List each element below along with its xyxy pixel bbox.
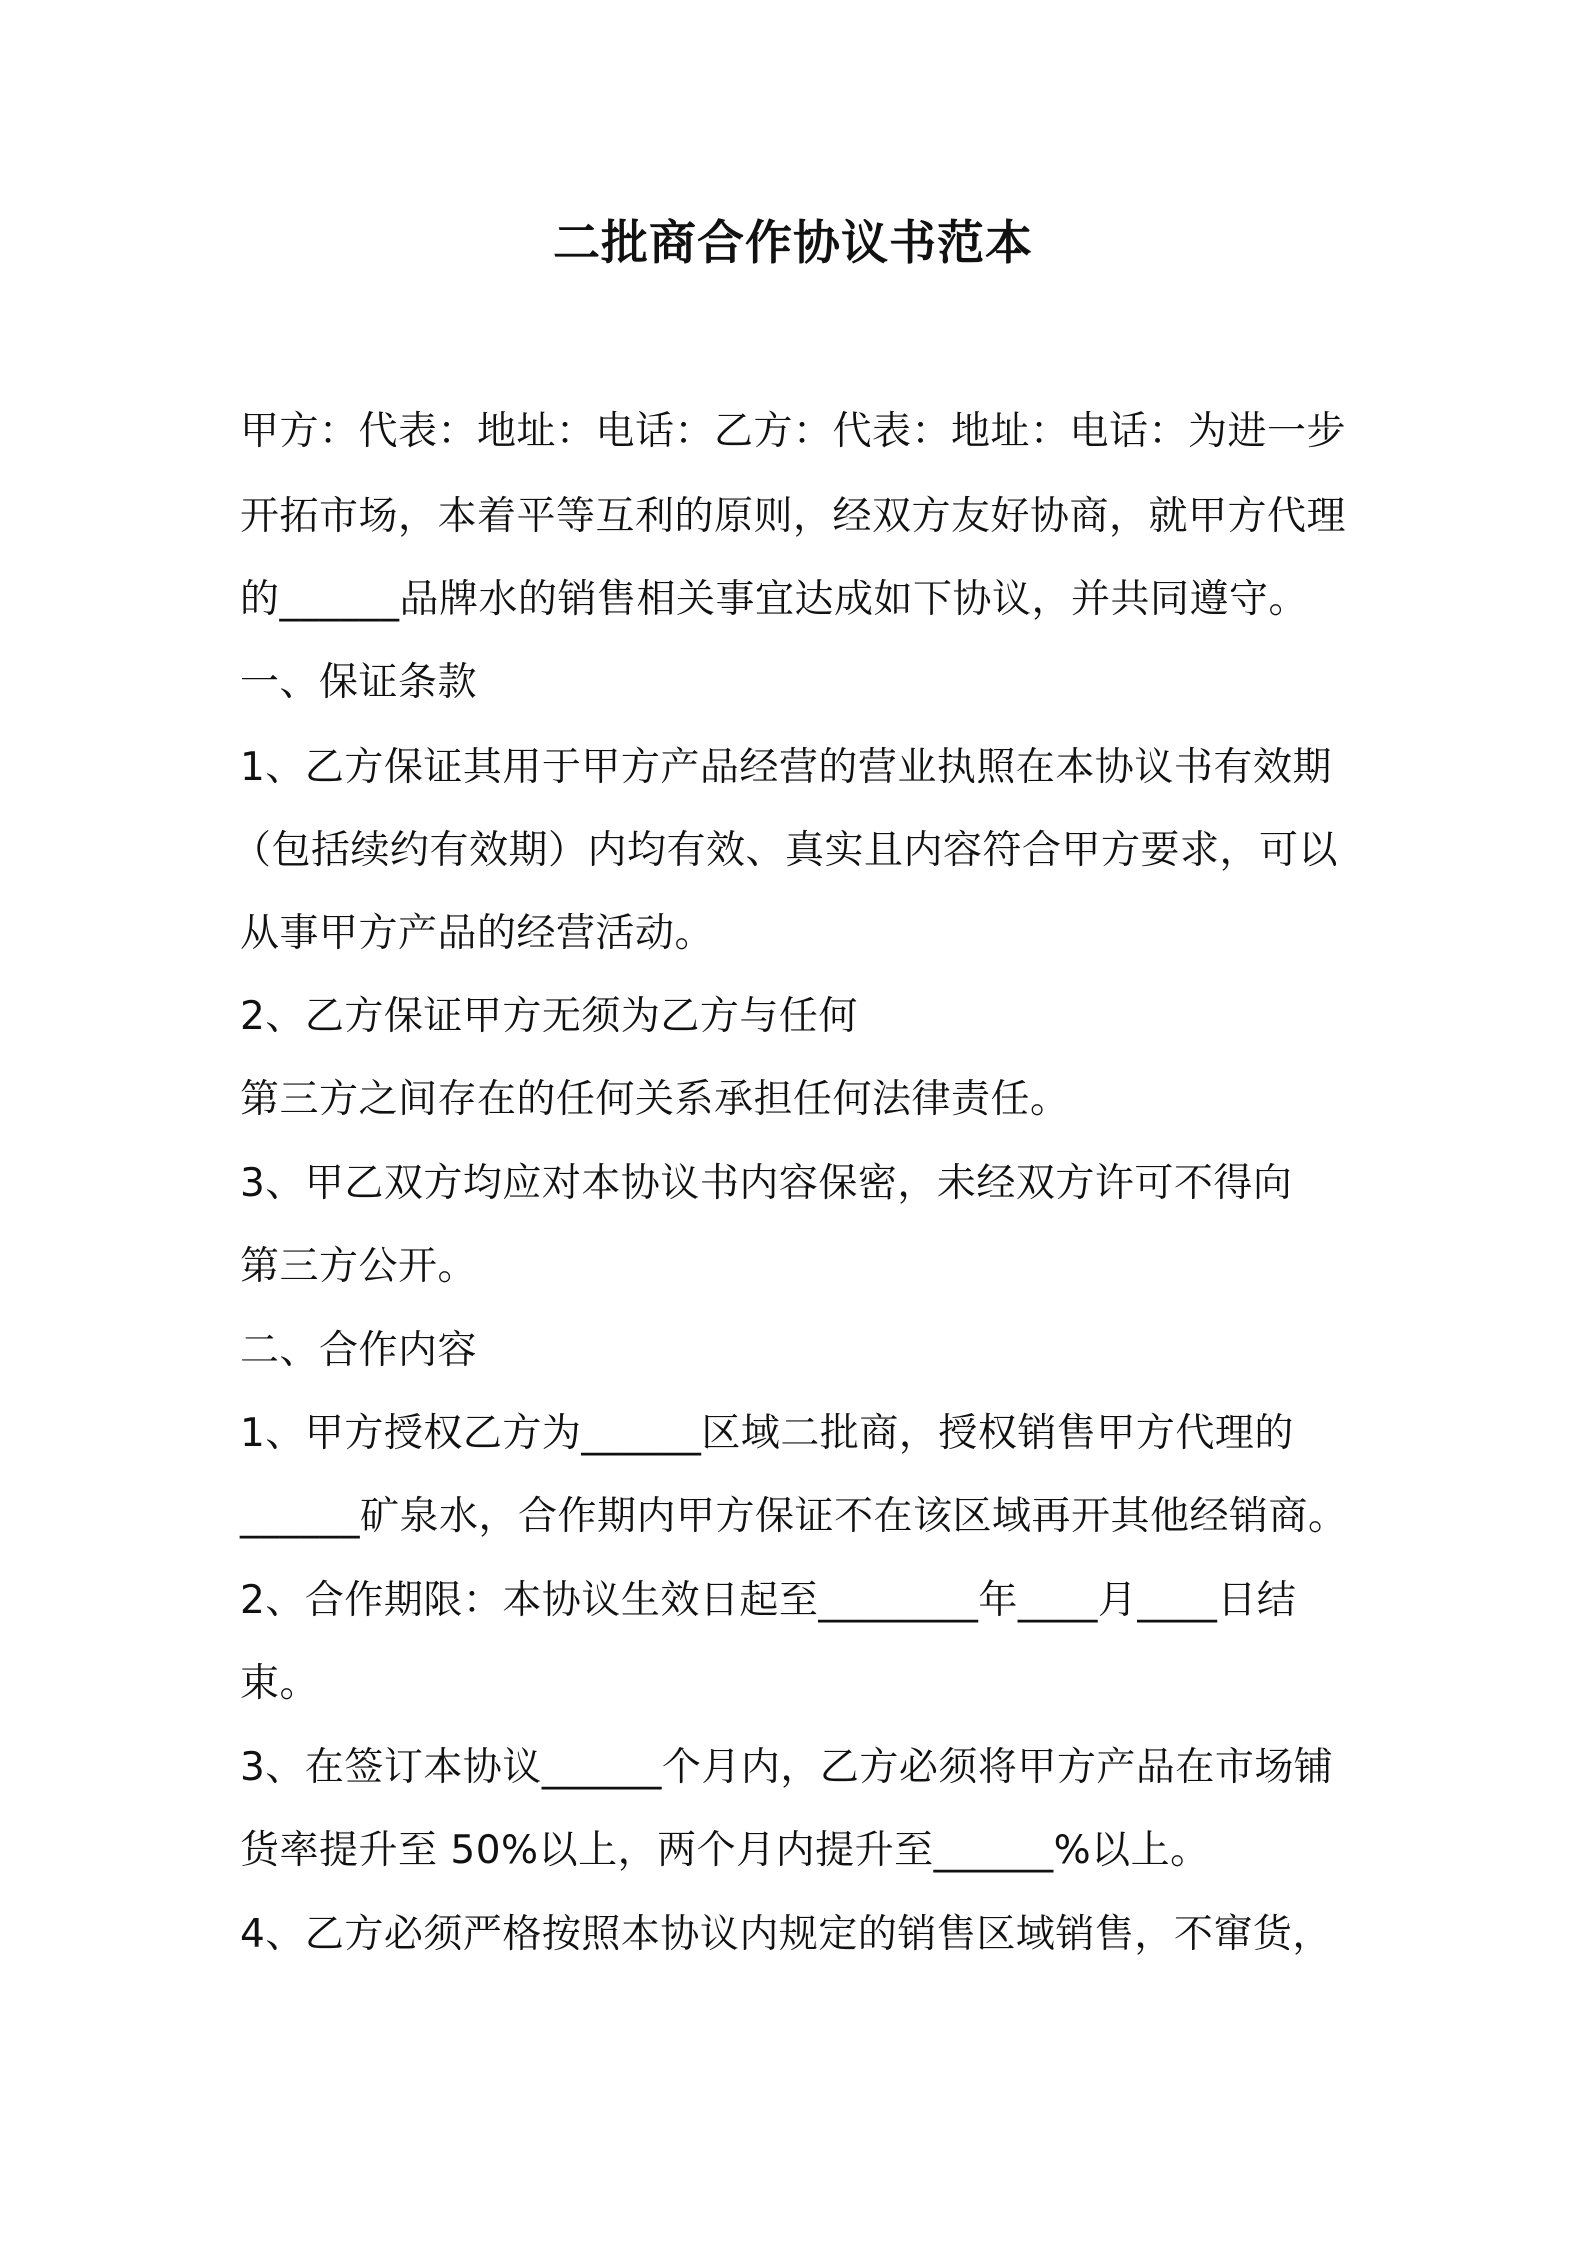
section-heading: 一、保证条款 — [240, 660, 478, 705]
text-line: 1、乙方保证其用于甲方产品经营的营业执照在本协议书有效期 — [240, 745, 1332, 790]
text-line: 1、甲方授权乙方为______区域二批商，授权销售甲方代理的 — [240, 1411, 1294, 1456]
section-heading: 二、合作内容 — [240, 1328, 478, 1373]
text-line: ______矿泉水，合作期内甲方保证不在该区域再开其他经销商。 — [240, 1494, 1348, 1539]
text-line: 第三方公开。 — [240, 1244, 478, 1289]
text-line: 3、在签订本协议______个月内，乙方必须将甲方产品在市场铺 — [240, 1745, 1334, 1790]
text-line: （包括续约有效期）内均有效、真实且内容符合甲方要求，可以 — [232, 828, 1339, 873]
text-line: 2、合作期限：本协议生效日起至________年____月____日结 — [240, 1578, 1297, 1623]
text-line: 从事甲方产品的经营活动。 — [240, 911, 715, 956]
text-line: 3、甲乙双方均应对本协议书内容保密，未经双方许可不得向 — [240, 1161, 1293, 1206]
text-line: 货率提升至 50%以上，两个月内提升至______%以上。 — [240, 1828, 1210, 1873]
text-line: 2、乙方保证甲方无须为乙方与任何 — [240, 994, 858, 1039]
text-line: 第三方之间存在的任何关系承担任何法律责任。 — [240, 1077, 1070, 1122]
text-line: 开拓市场，本着平等互利的原则，经双方友好协商，就甲方代理 — [240, 494, 1347, 539]
text-line: 束。 — [240, 1661, 320, 1706]
text-line: 的______品牌水的销售相关事宜达成如下协议，并共同遵守。 — [240, 577, 1309, 622]
document-title: 二批商合作协议书范本 — [553, 216, 1033, 271]
text-line: 甲方：代表：地址：电话：乙方：代表：地址：电话：为进一步 — [240, 409, 1347, 454]
text-line: 4、乙方必须严格按照本协议内规定的销售区域销售，不窜货， — [240, 1912, 1332, 1957]
